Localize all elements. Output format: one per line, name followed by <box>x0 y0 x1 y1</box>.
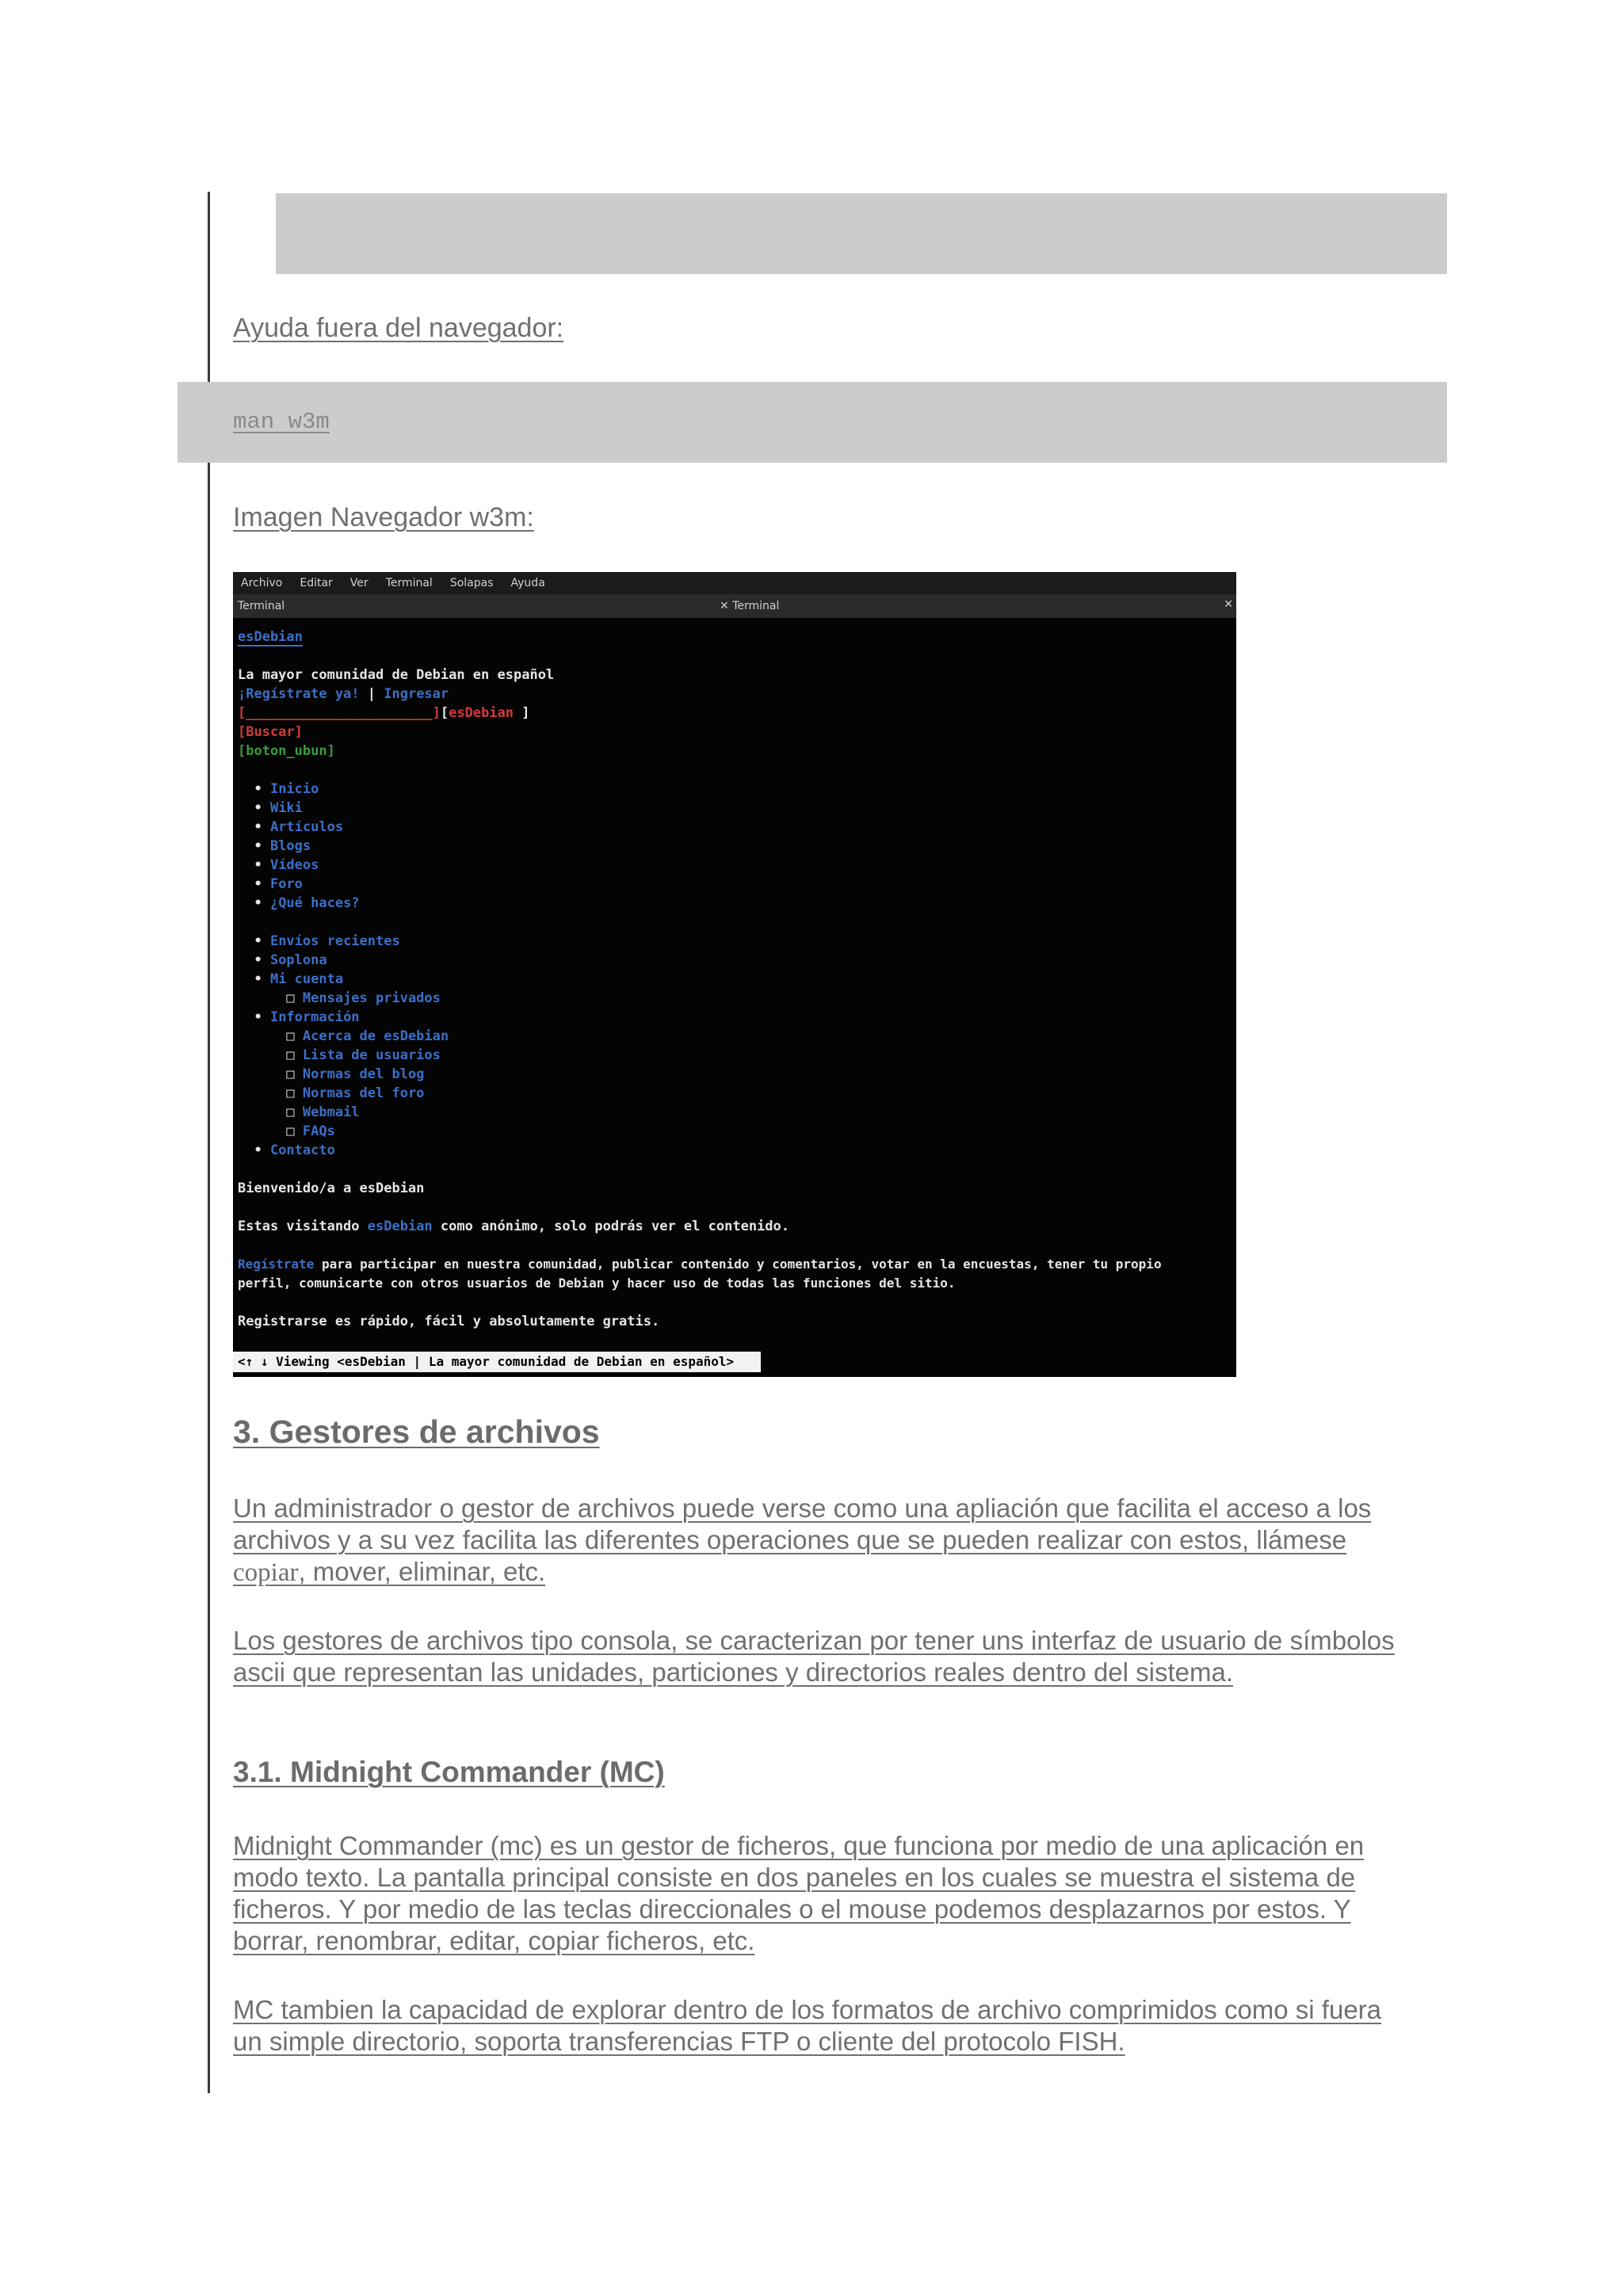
image-label: Imagen Navegador w3m: <box>233 502 534 532</box>
paragraph-mc-description: Midnight Commander (mc) es un gestor de ficheros, que funciona por medio de una aplicación en modo texto. La pantalla principal consiste en dos paneles en los cuales se muestra el sistema de ficheros. Y por medio de las teclas direccionales o el mouse podemos desplazarnos por estos. Y borrar, renombrar, editar, copiar ficheros, etc. <box>233 1831 1365 1955</box>
nav-item: • Blogs <box>238 838 311 854</box>
w3m-status-bar: <↑ ↓ Viewing <esDebian | La mayor comunidad de Debian en español> <box>233 1352 761 1372</box>
left-margin-rule <box>208 192 210 2093</box>
terminal-menubar <box>233 572 1236 594</box>
paragraph-mc-features: MC tambien la capacidad de explorar dentro de los formatos de archivo comprimidos como si fuera un simple directorio, soporta transferencias FTP o cliente del protocolo FISH. <box>233 1995 1382 2056</box>
search-row: [_______________________][esDebian ] <box>238 705 530 721</box>
terminal-tabbar <box>233 594 1236 618</box>
w3m-terminal-screenshot <box>233 572 1236 1377</box>
paragraph-console-managers: Los gestores de archivos tipo consola, se caracterizan por tener uns interfaz de usuario de símbolos ascii que representan las unidades, particiones y directorios reales dentro del sistema. <box>233 1626 1395 1687</box>
info-sub-item: □ Webmail <box>238 1104 360 1120</box>
close-icon[interactable]: ✕ <box>1224 598 1233 611</box>
site-title-link[interactable]: esDebian <box>238 629 303 645</box>
nav-item: • Wiki <box>238 800 303 816</box>
search-button[interactable]: [Buscar] <box>238 724 303 740</box>
tab-close-icon[interactable]: ✕ <box>720 600 733 612</box>
account-sub-item: □ Mensajes privados <box>238 990 441 1006</box>
visiting-link[interactable]: esDebian <box>367 1219 433 1234</box>
tab-terminal-1[interactable]: Terminal <box>238 600 285 612</box>
auth-links: ¡Regístrate ya! | Ingresar <box>238 686 449 702</box>
register-link[interactable]: ¡Regístrate ya! <box>238 686 360 702</box>
ubuntu-button[interactable]: [boton_ubun] <box>238 743 335 759</box>
copiar-word: copiar <box>233 1558 299 1587</box>
info-sub-item: □ Normas del blog <box>238 1066 425 1082</box>
section-3-1-title: 3.1. Midnight Commander (MC) <box>233 1756 665 1788</box>
nav-item: • Foro <box>238 876 303 892</box>
info-item: • Información <box>238 1009 360 1025</box>
menu-solapas[interactable]: Solapas <box>449 577 494 589</box>
register-inline-link[interactable]: Regístrate <box>238 1257 315 1272</box>
user-item: • Envíos recientes <box>238 933 400 949</box>
menu-terminal[interactable]: Terminal <box>385 577 433 589</box>
info-sub-item: □ FAQs <box>238 1123 335 1139</box>
tagline: La mayor comunidad de Debian en español <box>238 667 555 683</box>
man-command: man w3m <box>233 409 330 435</box>
register-text-1: Regístrate para participar en nuestra comunidad, publicar contenido y comentarios, votar en la encuestas, tener tu propio <box>238 1257 1162 1272</box>
nav-item: • ¿Qué haces? <box>238 895 360 911</box>
section-3-title: 3. Gestores de archivos <box>233 1413 600 1450</box>
info-sub-item: □ Lista de usuarios <box>238 1047 441 1063</box>
menu-editar[interactable]: Editar <box>300 577 333 589</box>
tab-terminal-2[interactable]: ✕ Terminal <box>720 600 780 612</box>
visiting-text: Estas visitando esDebian como anónimo, solo podrás ver el contenido. <box>238 1219 789 1234</box>
register-free-text: Registrarse es rápido, fácil y absolutamente gratis. <box>238 1314 660 1329</box>
info-sub-item: □ Normas del foro <box>238 1085 425 1101</box>
menu-ver[interactable]: Ver <box>349 577 369 589</box>
login-link[interactable]: Ingresar <box>384 686 449 702</box>
menu-ayuda[interactable]: Ayuda <box>510 577 545 589</box>
nav-item: • Inicio <box>238 781 319 797</box>
code-block-man <box>178 382 1447 463</box>
welcome-heading: Bienvenido/a a esDebian <box>238 1180 425 1196</box>
menu-archivo[interactable]: Archivo <box>241 577 283 589</box>
nav-item: • Vídeos <box>238 857 319 873</box>
user-item: • Mi cuenta <box>238 971 344 987</box>
register-text-2: perfil, comunicarte con otros usuarios de Debian y hacer uso de todas las funciones del sitio. <box>238 1276 956 1291</box>
paragraph-file-manager-intro: Un administrador o gestor de archivos puede verse como una apliación que facilita el acceso a los archivos y a su vez facilita las diferentes operaciones que se pueden realizar con estos, llámese copiar, mover, eliminar, etc. <box>233 1493 1372 1587</box>
contact-item: • Contacto <box>238 1142 335 1158</box>
code-block-top <box>276 193 1447 274</box>
help-outside-label: Ayuda fuera del navegador: <box>233 313 564 343</box>
search-input[interactable]: [_______________________] <box>238 705 441 721</box>
info-sub-item: □ Acerca de esDebian <box>238 1028 449 1044</box>
nav-item: • Artículos <box>238 819 344 835</box>
user-item: • Soplona <box>238 952 327 968</box>
search-site-select[interactable]: esDebian <box>449 705 514 721</box>
